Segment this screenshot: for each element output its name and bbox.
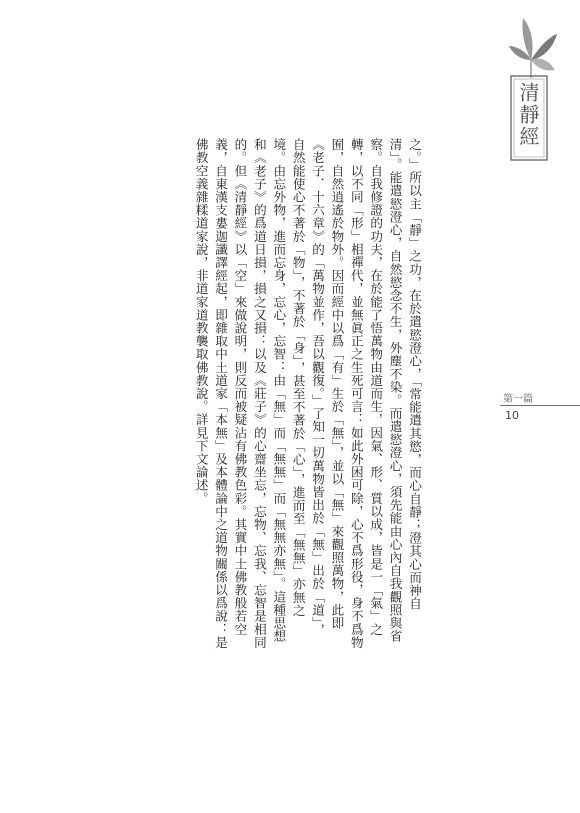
text-column: 清」。能遣慾澄心，自然慾念不生，外塵不染。而遣慾澄心，須先能由心內自我觀照與省	[387, 138, 403, 643]
text-column: 轉，以不同「形」相禪代，並無眞正之生死可言：如此外困可除，心不爲形役，身不爲物	[348, 138, 364, 649]
text-column: 境。由忘外物，進而忘身，忘心，忘智：由「無」而「無無」而「無無亦無」。這種思想	[271, 138, 287, 643]
chapter-divider	[500, 405, 580, 406]
text-column: 義，自東漢支婁迦讖譯經起，即雜取中土道家「本無」及本體論中之道物關係以爲說：是	[213, 138, 229, 649]
text-column: 佛教空義雜糅道家說，非道家道教襲取佛教說。詳見下文論述。	[193, 138, 209, 505]
logo-text: 清靜經	[516, 82, 540, 148]
text-column: 《老子．十六章》的「萬物並作，吾以觀復。」了知一切萬物皆出於「無」出於「道」，	[310, 138, 326, 637]
page-number: 10	[505, 409, 519, 422]
body-text	[168, 138, 422, 649]
book-title-logo	[501, 14, 559, 164]
text-column: 和《老子》的爲道日損，損之又損：以及《莊子》的心齋坐忘，忘物、忘我、忘智是相同	[251, 138, 267, 649]
text-column: 自然能使心不著於「物」，不著於「身」，甚至不著於「心」，進而至「無無」亦無之	[290, 138, 306, 617]
text-column: 察。自我修證的功夫，在於能了悟萬物由道而生，因氣、形、質以成，皆是一「氣」之	[368, 138, 384, 636]
chapter-label: 第一篇	[503, 394, 533, 405]
text-column: 囿，自然逍遙於物外。因而經中以爲「有」生於「無」，並以「無」來觀照萬物，此即	[329, 138, 345, 630]
text-column: 之。」所以主「靜」之功，在於遣慾澄心，「常能遣其慾，而心自靜；澄其心而神自	[407, 138, 422, 611]
text-column: 的。但《清靜經》以「空」來做說明，則反而被疑沾有佛教色彩。其實中土佛教般若空	[232, 138, 248, 636]
